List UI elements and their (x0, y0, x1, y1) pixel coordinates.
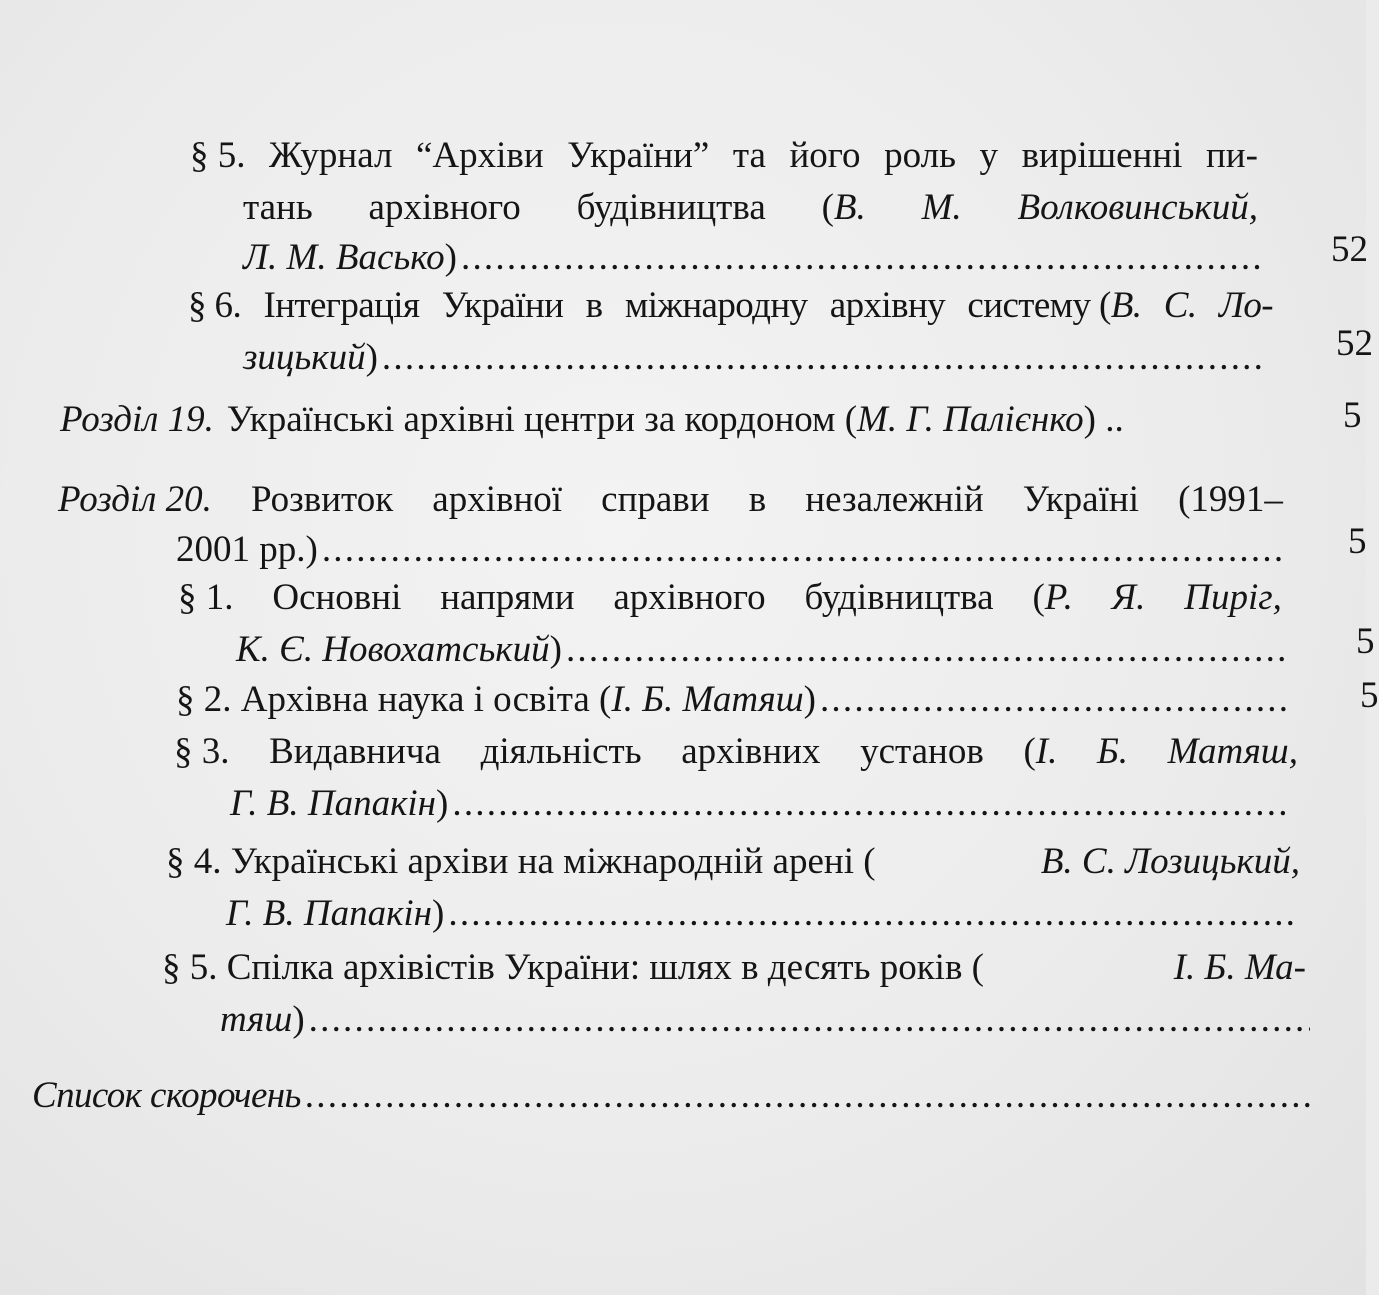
toc-entry-4-line-2: 2001 рр.) ..... (176, 528, 1284, 572)
dot-leader (448, 892, 1298, 936)
dot-leader (452, 782, 1292, 826)
page-number: 52 (1331, 229, 1368, 270)
page-number: 5 (1343, 395, 1362, 436)
dot-leader (461, 236, 1261, 280)
page-number: 5 (1356, 621, 1375, 662)
page-number: 5 (1360, 675, 1379, 716)
toc-entry-1-line-2: тань архівного будівництва (В. М. Волковинський, (243, 187, 1258, 228)
toc-entry-6-line-1: § 2. Архівна наука і освіта ( І. Б. Матяш ) ..... (176, 678, 1292, 722)
page-number: 52 (1336, 323, 1373, 364)
dot-leader (305, 1074, 1314, 1118)
toc-entry-2-line-2: зицький ) ..... (243, 336, 1263, 380)
dot-leader (382, 336, 1263, 380)
toc-entry-1-line-3: Л. М. Васько ) ..... (243, 236, 1261, 280)
dot-leader (566, 628, 1290, 672)
dot-leader (820, 678, 1292, 722)
toc-entry-5-line-1: § 1. Основні напрями архівного будівництва (Р. Я. Пиріг, (178, 577, 1282, 618)
toc-entry-7-line-1: § 3. Видавнича діяльність архівних установ (І. Б. Матяш, (174, 731, 1298, 772)
toc-entry-2-line-1: § 6. Інтеграція України в міжнародну архівну систему (В. С. Ло- (188, 285, 1273, 326)
toc-entry-8-line-2: Г. В. Папакін ) ..... (226, 892, 1298, 936)
toc-entry-4-line-1: Розділ 20. Розвиток архівної справи в незалежній Україні (1991– (58, 479, 1283, 520)
toc-entry-10-line-1: Список скорочень ..... (32, 1074, 1314, 1118)
dot-leader (309, 998, 1310, 1042)
toc-entry-7-line-2: Г. В. Папакін ) ..... (230, 782, 1292, 826)
toc-entry-9-line-1: § 5. Спілка архівістів України: шлях в десять років ( І. Б. Ма- (162, 947, 1306, 988)
dot-leader (322, 528, 1284, 572)
toc-entry-1-line-1: § 5. Журнал “Архіви України” та його роль у вирішенні пи- (190, 135, 1258, 176)
toc-entry-8-line-1: § 4. Українські архіви на міжнародній арені ( В. С. Лозицький, (166, 841, 1300, 882)
toc-entry-3-line-1: Розділ 19. Українські архівні центри за кордоном ( М. Г. Палієнко ) .. (60, 399, 1124, 440)
toc-entry-5-line-2: К. Є. Новохатський ) ..... (236, 628, 1290, 672)
toc-entry-9-line-2: тяш ) ..... (220, 998, 1310, 1042)
page-number: 5 (1348, 521, 1367, 562)
